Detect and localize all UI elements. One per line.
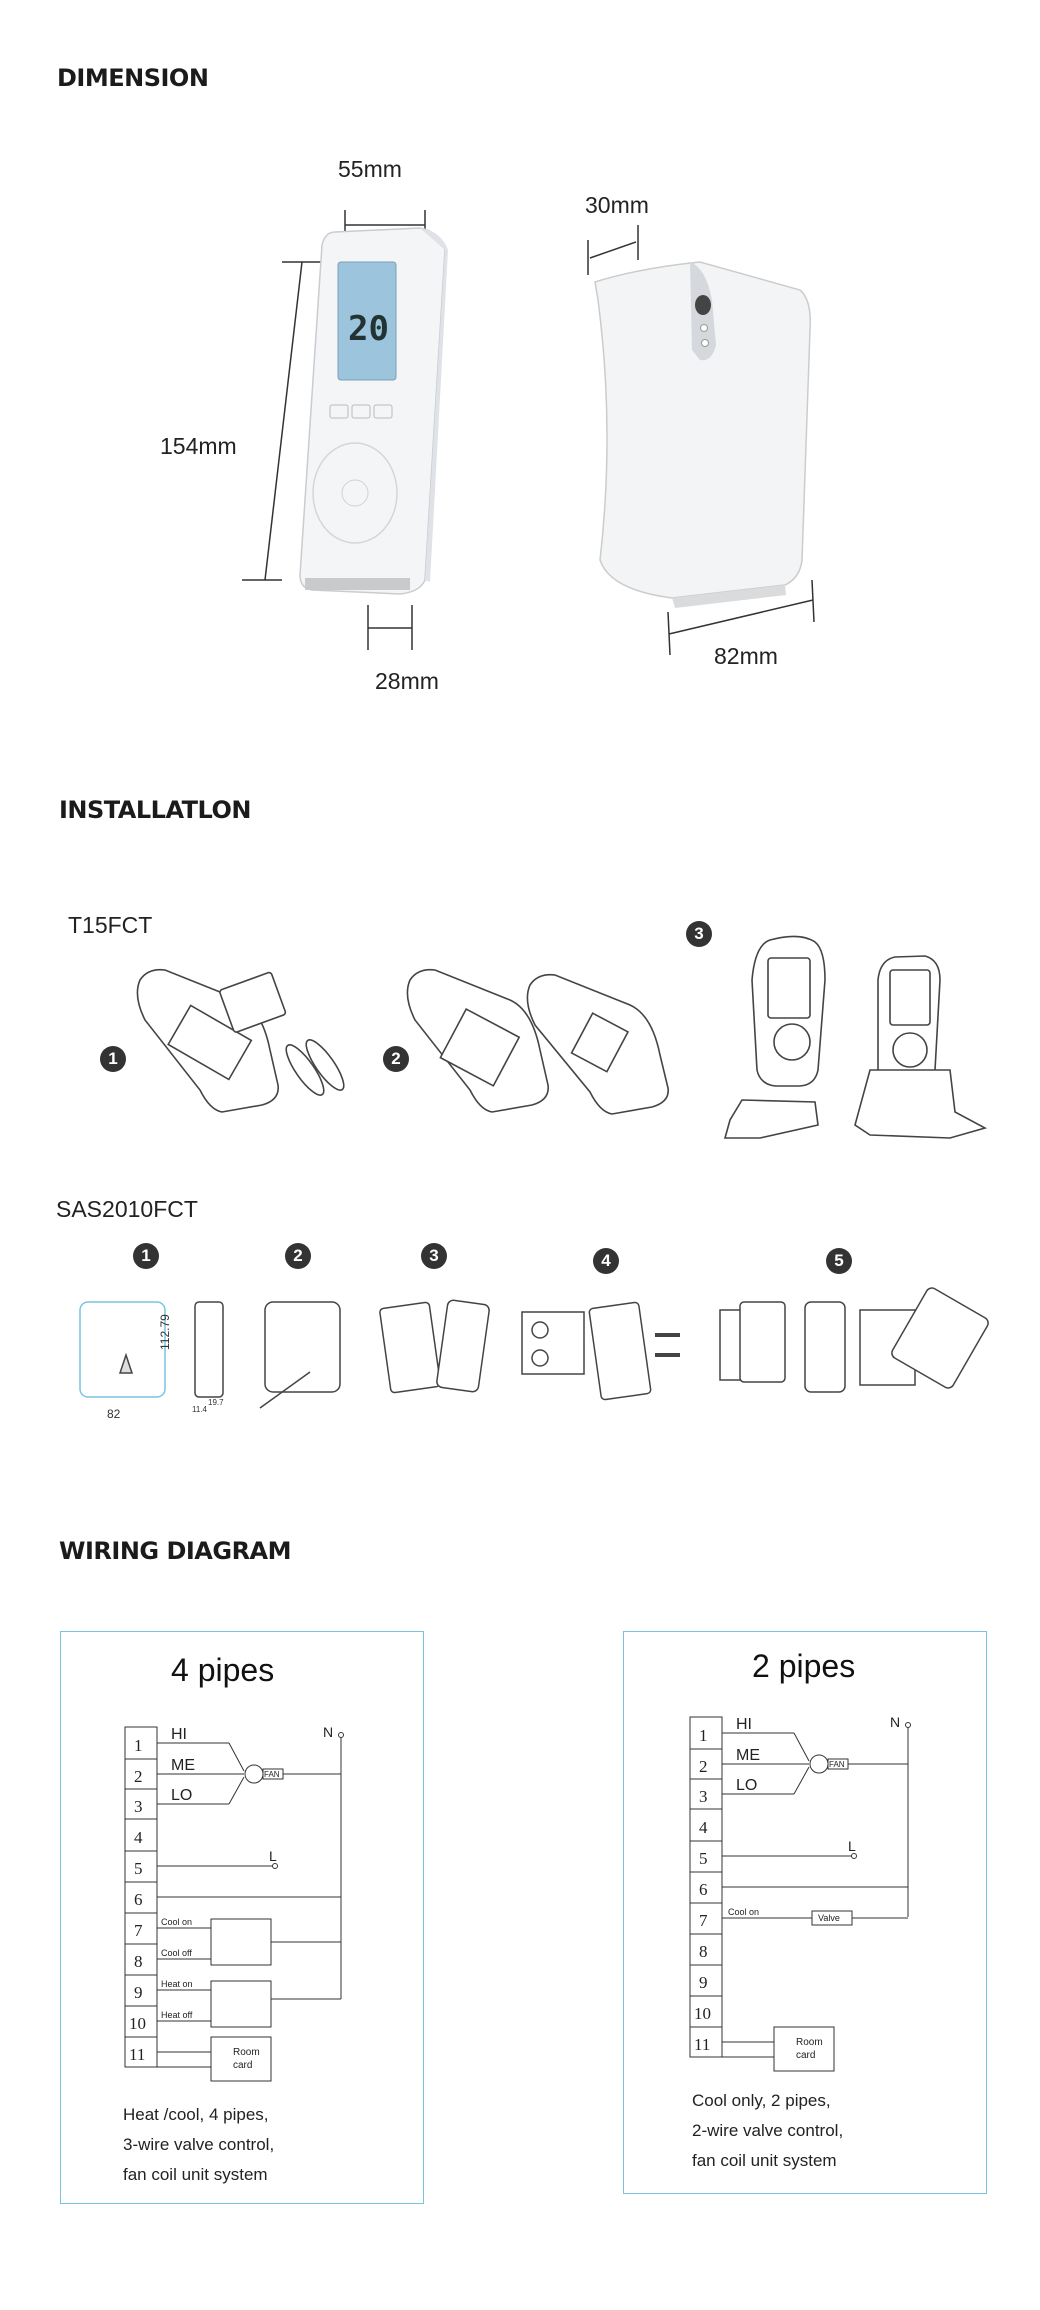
- svg-text:3: 3: [699, 1787, 708, 1806]
- svg-text:10: 10: [694, 2004, 711, 2023]
- t15-step-3-badge: 3: [686, 921, 712, 947]
- two-pipes-cool-on-label: Cool on: [728, 1907, 760, 1917]
- svg-text:2: 2: [699, 1757, 708, 1776]
- sas-step-1-badge: 1: [133, 1243, 159, 1269]
- two-pipes-card-label: card: [796, 2050, 816, 2061]
- two-pipes-room-label: Room: [796, 2037, 823, 2048]
- receiver-depth-label: 30mm: [585, 192, 649, 218]
- thermostat-height-label: 154mm: [160, 433, 237, 459]
- sas-dim-height: 112.79: [158, 1314, 172, 1350]
- two-pipes-wiring-diagram: [624, 1714, 924, 2077]
- model-t15fct-label: T15FCT: [68, 912, 153, 938]
- sas-step-4-badge: 4: [593, 1248, 619, 1274]
- two-pipes-description: [692, 2086, 843, 2176]
- installation-heading: INSTALLATLON: [59, 796, 251, 824]
- four-pipes-desc-line-2: 3-wire valve control,: [123, 2135, 275, 2154]
- four-pipes-wiring-diagram: [61, 1724, 361, 2087]
- two-pipes-desc-line-3: fan coil unit system: [692, 2151, 837, 2170]
- svg-text:11: 11: [694, 2035, 711, 2054]
- t15fct-install-illustration: [0, 870, 1040, 1170]
- svg-text:3: 3: [134, 1797, 143, 1816]
- svg-text:6: 6: [134, 1890, 143, 1909]
- svg-text:8: 8: [699, 1942, 708, 1961]
- two-pipes-desc-line-1: Cool only, 2 pipes,: [692, 2091, 831, 2110]
- svg-text:1: 1: [699, 1726, 708, 1745]
- svg-text:5: 5: [134, 1859, 143, 1878]
- four-pipes-me-label: ME: [171, 1757, 195, 1774]
- four-pipes-hi-label: HI: [171, 1726, 187, 1743]
- thermostat-image: [0, 0, 1040, 700]
- t15-step-1-badge: 1: [100, 1046, 126, 1072]
- two-pipes-l-label: L: [848, 1838, 856, 1854]
- svg-text:4: 4: [699, 1818, 708, 1837]
- four-pipes-title: 4 pipes: [171, 1652, 275, 1688]
- four-pipes-l-label: L: [269, 1848, 277, 1864]
- two-pipes-me-label: ME: [736, 1747, 760, 1764]
- svg-text:9: 9: [134, 1983, 143, 2002]
- four-pipes-desc-line-1: Heat /cool, 4 pipes,: [123, 2105, 269, 2124]
- sas-dim-width: 82: [107, 1407, 121, 1421]
- thermostat-width-label: 55mm: [338, 156, 402, 182]
- sas-dim-side-a: 11.4: [192, 1405, 207, 1414]
- two-pipes-n-label: N: [890, 1714, 901, 1730]
- wiring-heading: WIRING DIAGRAM: [59, 1537, 292, 1565]
- svg-text:1: 1: [134, 1736, 143, 1755]
- svg-text:7: 7: [699, 1911, 708, 1930]
- sas2010fct-install-illustration: [0, 1280, 1040, 1440]
- four-pipes-cool-off-label: Cool off: [161, 1948, 192, 1958]
- svg-text:2: 2: [134, 1767, 143, 1786]
- four-pipes-card-label: card: [233, 2060, 253, 2071]
- svg-text:7: 7: [134, 1921, 143, 1940]
- svg-text:5: 5: [699, 1849, 708, 1868]
- svg-text:20: 20: [348, 309, 389, 349]
- four-pipes-heat-off-label: Heat off: [161, 2010, 193, 2020]
- four-pipes-lo-label: LO: [171, 1787, 193, 1804]
- thermostat-depth-label: 28mm: [375, 668, 439, 694]
- wiring-two-pipes-panel: [623, 1631, 987, 2194]
- svg-text:6: 6: [699, 1880, 708, 1899]
- two-pipes-title: 2 pipes: [752, 1648, 856, 1684]
- model-sas2010fct-label: SAS2010FCT: [56, 1196, 198, 1222]
- four-pipes-desc-line-3: fan coil unit system: [123, 2165, 268, 2184]
- four-pipes-n-label: N: [323, 1724, 334, 1740]
- svg-text:9: 9: [699, 1973, 708, 1992]
- t15-step-2-badge: 2: [383, 1046, 409, 1072]
- dimension-heading: DIMENSION: [57, 64, 209, 92]
- sas-step-3-badge: 3: [421, 1243, 447, 1269]
- svg-text:4: 4: [134, 1828, 143, 1847]
- four-pipes-heat-on-label: Heat on: [161, 1979, 193, 1989]
- receiver-width-label: 82mm: [714, 643, 778, 669]
- sas-step-2-badge: 2: [285, 1243, 311, 1269]
- four-pipes-fan-label: FAN: [264, 1770, 280, 1779]
- svg-text:8: 8: [134, 1952, 143, 1971]
- wiring-four-pipes-panel: [60, 1631, 424, 2204]
- four-pipes-room-label: Room: [233, 2047, 260, 2058]
- sas-step-5-badge: 5: [826, 1248, 852, 1274]
- two-pipes-desc-line-2: 2-wire valve control,: [692, 2121, 844, 2140]
- svg-text:10: 10: [129, 2014, 146, 2033]
- four-pipes-description: [123, 2100, 274, 2190]
- two-pipes-fan-label: FAN: [829, 1760, 845, 1769]
- two-pipes-hi-label: HI: [736, 1716, 752, 1733]
- four-pipes-cool-on-label: Cool on: [161, 1917, 193, 1927]
- two-pipes-valve-label: Valve: [818, 1913, 840, 1923]
- sas-dim-side-b: 19.7: [208, 1398, 224, 1407]
- two-pipes-lo-label: LO: [736, 1777, 758, 1794]
- svg-text:11: 11: [129, 2045, 146, 2064]
